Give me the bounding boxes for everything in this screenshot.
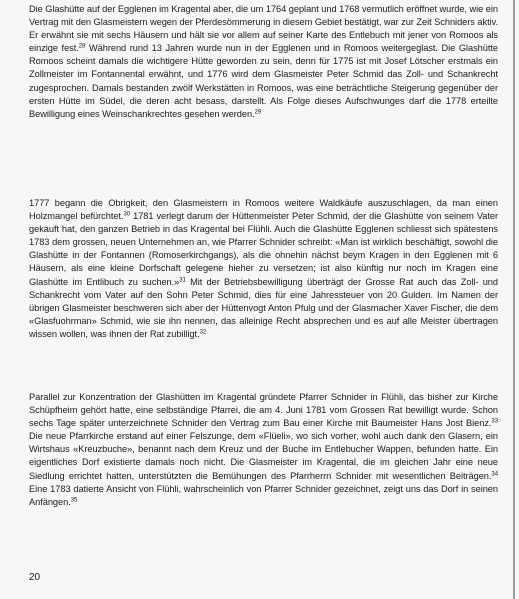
footnote-ref: 35 bbox=[70, 497, 78, 504]
paragraph-parish-fluehli bbox=[29, 391, 498, 509]
paragraph-text: Die neue Pfarrkirche erstand auf einer Felszunge, dem «Flüeli», wo sich vorher, wohl auch dank den Glasern, ein Wirtshaus «Kreuzbuche», benannt nach dem Kreuz und der Buche im Entlebucher Wappen, befunden hatte. Ein eigentliches Dorf existierte damals noch nicht. Die Glasmeister im Kragental, die im gleichen Jahr eine neue Siedlung errichtet hatten, unterstützten die Bemühungen des Pfarrherrn Schnider mit wesentlichen Beiträgen. bbox=[29, 431, 498, 481]
footnote-ref: 32 bbox=[199, 329, 207, 336]
footnote-ref: 29 bbox=[254, 109, 262, 116]
paragraph-relocation-1777 bbox=[29, 197, 498, 341]
paragraph-text: Mit der Betriebsbewilligung überträgt der Grosse Rat auch das Zoll- und Schankrecht vom Vater auf den Sohn Peter Schmid, dies für eine Jahressteuer von 20 Gulden. Im Namen der übrigen Glasmeister beschweren sich aber der Hüttenvogt Anton Pfulg und der Glasmacher Xaver Fischer, die dem «Glasfuohrman» Schmid, wie sie ihn nennen, das alleinige Recht absprechen und es auf alle Meister übertragen wissen wollen, was ihnen der Rat zubilligt. bbox=[29, 276, 499, 339]
footnote-ref: 28 bbox=[78, 43, 86, 50]
footnote-ref: 34 bbox=[491, 471, 498, 478]
paragraph-text: Während rund 13 Jahren wurde nun in der Egglenen und in Romoos weitergeglast. Die Glashütte Romoos scheint damals die wichtigere Hütte geworden zu sein, denn für 1775 ist mit Josef Lötscher erstmals ein Zollmeister im Fontannental erwähnt, und 1776 wird dem Glasmeister Peter Schmid das Zoll- und Schankrecht zugesprochen. Damals bestanden zwölf Werkstätten in Romoos, was eine beträchtliche Steigerung gegenüber der ersten Hütte im Südel, die deren acht besass, darstellt. Als Folge dieses Aufschwunges darf die 1778 erteilte Bewilligung eines Weinschankrechtes gesehen werden. bbox=[29, 43, 498, 119]
footnote-ref: 30 bbox=[123, 211, 131, 218]
paragraph-text: 1777 begann die Obrigkeit, den Glasmeistern in Romoos weitere Waldkäufe auszuschlagen, da man einen Holzmangel befürchtet. bbox=[29, 198, 498, 222]
paragraph-text: Die Glashütte auf der Egglenen im Kragental aber, die um 1764 geplant und 1768 vermutlich eröffnet wurde, wie ein Vertrag mit den Glasmeistern wegen der Pferdesömmerung in diesem Gebiet bestätigt, war zur Zeit Schniders aktiv. Er erwähnt sie mit sechs Häusern und hält sie vor allem auf seiner Karte des Entlebuch mit jener von Romoos als einzige fest. bbox=[29, 4, 498, 54]
footnote-ref: 31 bbox=[179, 277, 186, 284]
paragraph-text: Parallel zur Konzentration der Glashütten im Kragental gründete Pfarrer Schnider in Flühli, das bisher zur Kirche Schüpfheim gehört hatte, eine selbständige Pfarrei, die am 4. Juni 1781 vom Grossen Rat bewilligt wurde. Schon sechs Tage später unterzeichnete Schnider den Vertrag zum Bau einer Kirche mit Baumeister Hans Jost Bienz. bbox=[29, 392, 498, 429]
paragraph-glashuette-egglenen bbox=[29, 3, 498, 121]
paragraph-text: 1781 verlegt darum der Hüttenmeister Peter Schmid, der die Glashütte von seinem Vater gekauft hat, den ganzen Betrieb in das Kragental bei Flühli. Auch die Glashütte Egglenen schliesst sich spätestens 1783 dem grossen, neuen Unternehmen an, wie Pfarrer Schnider schreibt: «Man ist wirklich beschäftigt, sowohl die Glashütte in der Fontannen (Romoserkirchgangs), als die ohnehin nächst beym Kragen in den Egglenen mit 6 Häusern, als eine kleine Dorfschaft gelegene hieher zu versetzen; ist also künftig nur noch im Kragen eine Glashütte im Entlibuch zu suchen.» bbox=[29, 211, 498, 287]
footnote-ref: 33 bbox=[491, 418, 498, 425]
page-edge-rule bbox=[513, 0, 515, 599]
page-number: 20 bbox=[29, 572, 41, 583]
paragraph-text: Eine 1783 datierte Ansicht von Flühli, wahrscheinlich von Pfarrer Schnider gezeichnet, zeigt uns das Dorf in seinen Anfängen. bbox=[29, 483, 498, 507]
